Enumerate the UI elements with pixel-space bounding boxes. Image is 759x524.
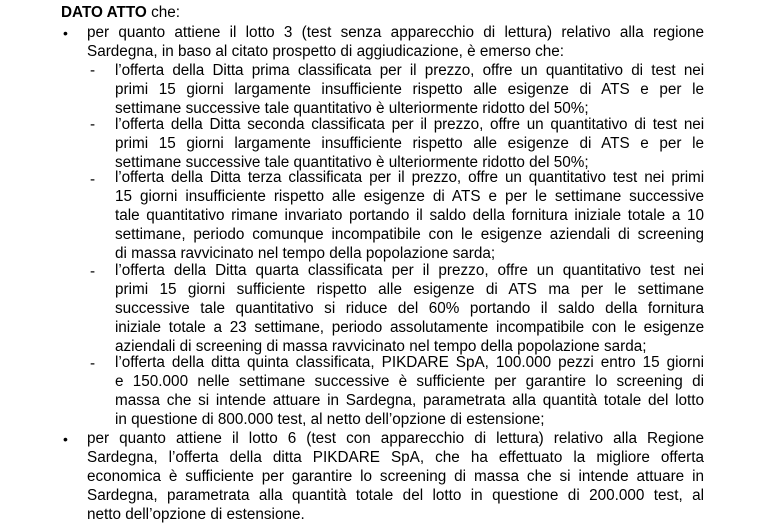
- text-line: iniziale totale a 23 settimane, periodo assolutamente incompatibile con le esigenze: [115, 319, 704, 337]
- text-line: settimane successive tale quantitativo è ulteriormente ridotto del 50%;: [115, 154, 589, 172]
- text-line: l’offerta della Ditta seconda classificata per il prezzo, offre un quantitativo di test nei: [115, 116, 704, 133]
- text-line: Sardegna, in baso al citato prospetto di aggiudicazione, è emerso che:: [87, 43, 565, 61]
- text-line: l’offerta della Ditta prima classificata per il prezzo, offre un quantitativo di test nei: [115, 62, 704, 79]
- text-line: aziendali di screening di massa ravvicinato nel tempo della popolazione sarda;: [115, 338, 647, 356]
- dash-marker: -: [90, 171, 96, 188]
- sub-list-item: [115, 115, 704, 172]
- text-line: settimane, periodo comunque incompatibile con le esigenze aziendali di screening: [115, 226, 704, 244]
- text-line: l’offerta della Ditta terza classificata per il prezzo, offre un quantitativo test nei primi: [115, 169, 704, 186]
- dash-marker: -: [90, 355, 96, 372]
- text-line: primi 15 giorni sufficiente rispetto alle esigenze di ATS ma per le settimane: [115, 281, 704, 299]
- heading-rest: che:: [146, 4, 180, 21]
- text-line: e 150.000 nelle settimane successive è sufficiente per garantire lo screening di: [115, 373, 704, 391]
- text-line: netto dell’opzione di estensione.: [87, 506, 305, 524]
- text-line: successive tale quantitativo si riduce del 60% portando il saldo della fornitura: [115, 300, 704, 318]
- text-line: tale quantitativo rimane invariato portando il saldo della fornitura iniziale totale a 10: [115, 207, 704, 225]
- dash-marker: -: [90, 263, 96, 280]
- heading-bold: DATO ATTO: [61, 4, 147, 21]
- text-line: Sardegna, parametrata alla quantità totale del lotto in questione di 200.000 test, al: [87, 487, 704, 505]
- section-heading: [61, 3, 180, 22]
- sub-list-item: [115, 261, 704, 356]
- text-line: primi 15 giorni largamente insufficiente rispetto alle esigenze di ATS e per le: [115, 81, 704, 99]
- bullet-marker: •: [63, 431, 68, 447]
- text-line: economica è sufficiente per garantire lo screening di massa che si intende attuare in: [87, 468, 704, 486]
- text-line: in questione di 800.000 test, al netto dell’opzione di estensione;: [115, 411, 545, 429]
- text-line: per quanto attiene il lotto 6 (test con apparecchio di lettura) relativo alla Regione: [87, 430, 704, 447]
- text-line: per quanto attiene il lotto 3 (test senza apparecchio di lettura) relativo alla regione: [87, 24, 704, 41]
- dash-marker: -: [90, 116, 96, 133]
- sub-list-item: [115, 353, 704, 429]
- text-line: settimane successive tale quantitativo è ulteriormente ridotto del 50%;: [115, 100, 589, 118]
- text-line: Sardegna, l’offerta della ditta PIKDARE SpA, che ha effettuato la migliore offerta: [87, 449, 704, 467]
- text-line: di massa ravvicinato nel tempo della popolazione sarda;: [115, 245, 496, 263]
- bullet-item: [87, 23, 704, 61]
- bullet-item: [87, 429, 704, 524]
- text-line: massa che si intende attuare in Sardegna, parametrata alla quantità totale del lotto: [115, 392, 704, 410]
- text-line: 15 giorni insufficiente rispetto alle esigenze di ATS e per le settimane successive: [115, 188, 704, 206]
- dash-marker: -: [90, 62, 96, 79]
- sub-list-item: [115, 168, 704, 263]
- text-line: l’offerta della ditta quinta classificata, PIKDARE SpA, 100.000 pezzi entro 15 giorni: [115, 354, 704, 371]
- text-line: primi 15 giorni largamente insufficiente rispetto alle esigenze di ATS e per le: [115, 135, 704, 153]
- text-line: l’offerta della Ditta quarta classificata per il prezzo, offre un quantitativo test nei: [115, 262, 704, 279]
- sub-list-item: [115, 61, 704, 118]
- bullet-marker: •: [63, 25, 68, 41]
